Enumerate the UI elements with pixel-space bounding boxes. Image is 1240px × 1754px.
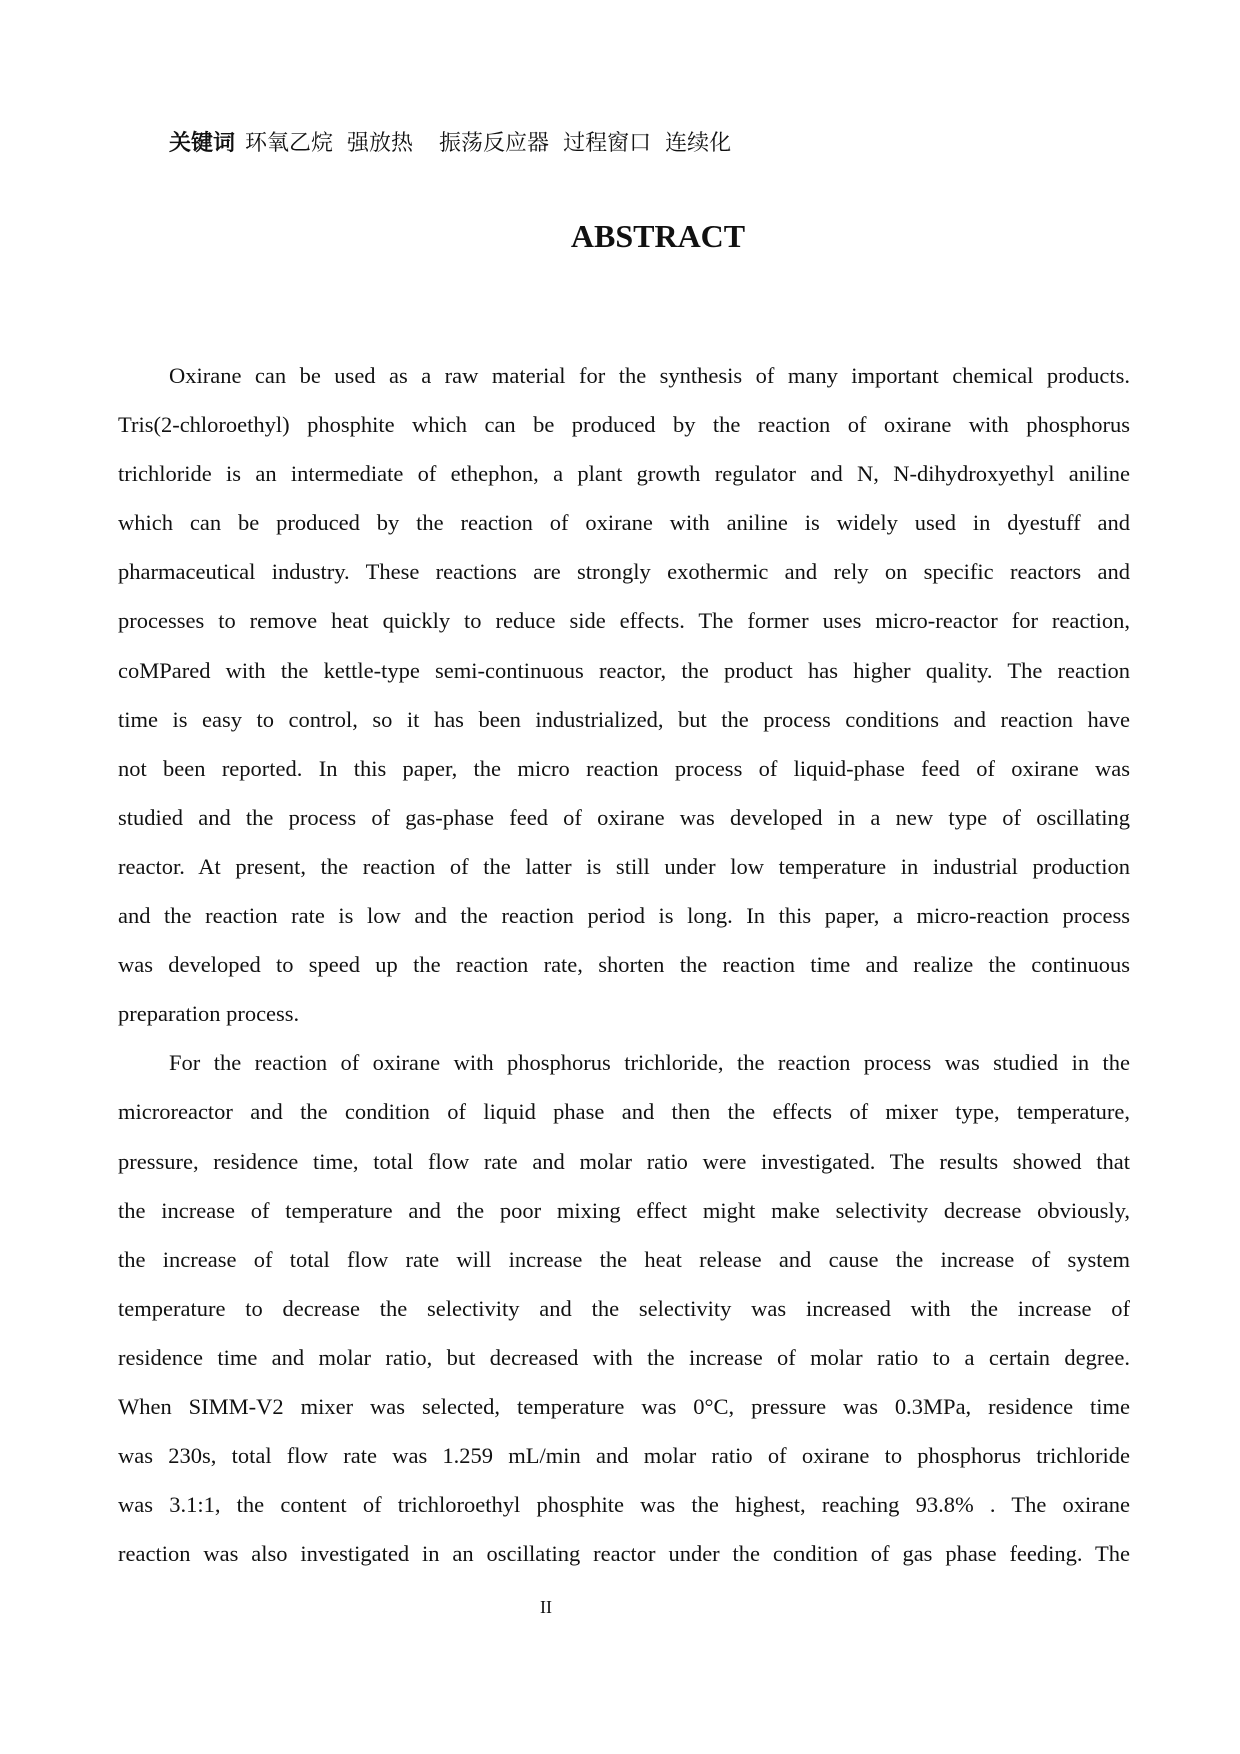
text-line: not been reported. In this paper, the micro reaction process of liquid-phase feed of oxirane was: [118, 755, 1130, 781]
text-line: processes to remove heat quickly to reduce side effects. The former uses micro-reactor for reaction,: [118, 608, 1130, 634]
text-line: residence time and molar ratio, but decreased with the increase of molar ratio to a certain degree.: [118, 1344, 1130, 1370]
paragraph: [118, 351, 1130, 1038]
abstract-title: ABSTRACT: [570, 218, 746, 254]
text-line: which can be produced by the reaction of oxirane with aniline is widely used in dyestuff and: [118, 510, 1130, 536]
abstract-body: [118, 351, 1130, 1578]
text-line: When SIMM-V2 mixer was selected, temperature was 0°C, pressure was 0.3MPa, residence time: [118, 1393, 1130, 1419]
keyword: 强放热: [347, 131, 414, 156]
paragraph: [118, 1038, 1130, 1578]
text-line: Tris(2-chloroethyl) phosphite which can be produced by the reaction of oxirane with phosphorus: [118, 412, 1130, 438]
text-line: was 3.1:1, the content of trichloroethyl phosphite was the highest, reaching 93.8% . The oxirane: [118, 1492, 1130, 1518]
text-line: preparation process.: [118, 1001, 300, 1027]
text-line: temperature to decrease the selectivity and the selectivity was increased with the increase of: [118, 1295, 1130, 1321]
keywords-line: [169, 126, 745, 157]
text-line: pharmaceutical industry. These reactions are strongly exothermic and rely on specific reactors and: [118, 559, 1130, 585]
keyword: 环氧乙烷: [245, 131, 334, 156]
text-line: the increase of temperature and the poor mixing effect might make selectivity decrease obviously,: [118, 1197, 1130, 1223]
text-line: was 230s, total flow rate was 1.259 mL/min and molar ratio of oxirane to phosphorus trichloride: [118, 1443, 1130, 1469]
text-line: time is easy to control, so it has been industrialized, but the process conditions and reaction have: [118, 706, 1130, 732]
text-line: the increase of total flow rate will increase the heat release and cause the increase of system: [118, 1246, 1130, 1272]
keyword: 过程窗口: [563, 131, 652, 156]
text-line: For the reaction of oxirane with phosphorus trichloride, the reaction process was studied in the: [169, 1050, 1130, 1076]
text-line: trichloride is an intermediate of ethephon, a plant growth regulator and N, N-dihydroxyethyl aniline: [118, 461, 1130, 487]
text-line: pressure, residence time, total flow rate and molar ratio were investigated. The results showed that: [118, 1148, 1130, 1174]
keyword: 连续化: [665, 131, 732, 156]
text-line: was developed to speed up the reaction rate, shorten the reaction time and realize the continuous: [118, 952, 1130, 978]
text-line: and the reaction rate is low and the reaction period is long. In this paper, a micro-reaction process: [118, 903, 1130, 929]
keywords-label: 关键词: [169, 131, 236, 156]
keyword: 振荡反应器: [439, 131, 550, 156]
text-line: Oxirane can be used as a raw material for the synthesis of many important chemical products.: [169, 363, 1130, 388]
page-number: II: [540, 1597, 552, 1617]
text-line: coMPared with the kettle-type semi-continuous reactor, the product has higher quality. The reaction: [118, 657, 1130, 683]
text-line: reaction was also investigated in an oscillating reactor under the condition of gas phase feeding. The: [118, 1541, 1130, 1567]
text-line: microreactor and the condition of liquid phase and then the effects of mixer type, temperature,: [118, 1099, 1130, 1125]
text-line: reactor. At present, the reaction of the latter is still under low temperature in industrial production: [118, 853, 1130, 879]
text-line: studied and the process of gas-phase feed of oxirane was developed in a new type of oscillating: [118, 804, 1130, 830]
